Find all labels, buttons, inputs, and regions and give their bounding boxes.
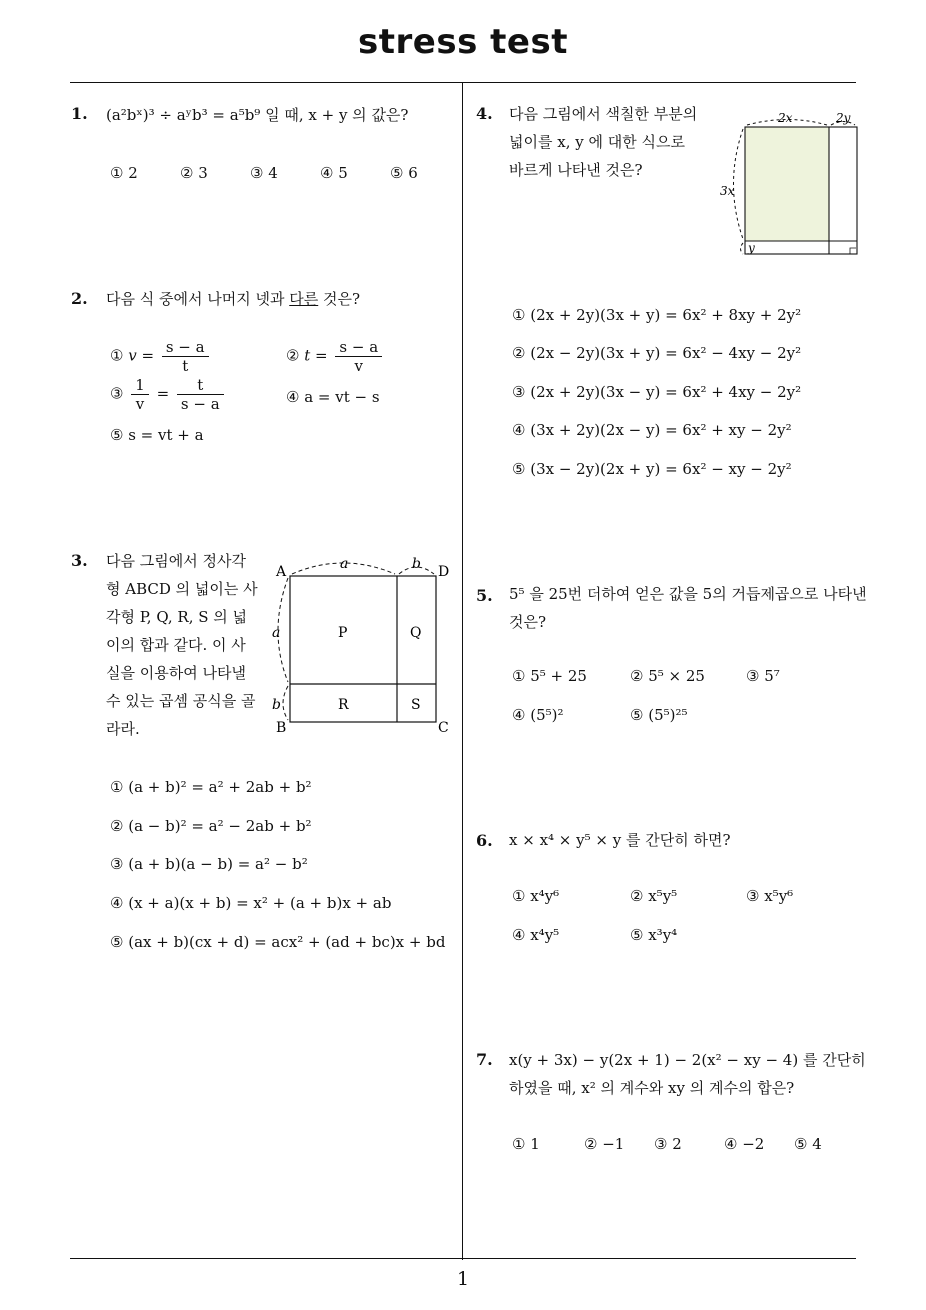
q2-option-2[interactable]: ② t = $\frac{s - a}{v}$ xyxy=(286,338,385,375)
q4-label-y: y xyxy=(748,241,755,255)
q1-option-2[interactable]: ② 3 xyxy=(180,164,208,182)
q3-label-C: C xyxy=(438,720,449,736)
q3-option-2[interactable]: ② (a − b)² = a² − 2ab + b² xyxy=(110,817,312,835)
footer-divider xyxy=(70,1258,856,1259)
page-number: 1 xyxy=(456,1268,470,1290)
column-divider xyxy=(462,83,463,1260)
q3-label-B: B xyxy=(276,720,287,736)
q2-text-underlined: 다른 xyxy=(289,290,319,308)
q5-option-2[interactable]: ② 5⁵ × 25 xyxy=(630,667,705,685)
q4-label-2x: 2x xyxy=(778,111,793,125)
q1-option-1[interactable]: ① 2 xyxy=(110,164,138,182)
q3-option-3[interactable]: ③ (a + b)(a − b) = a² − b² xyxy=(110,855,308,873)
question-1-text: (a²bˣ)³ ÷ aʸb³ = a⁵b⁹ 일 때, x + y 의 값은? xyxy=(106,106,409,124)
q4-label-2y: 2y xyxy=(836,111,851,125)
q4-label-3x: 3x xyxy=(720,184,735,198)
q5-option-5[interactable]: ⑤ (5⁵)²⁵ xyxy=(630,706,688,724)
q3-option-5[interactable]: ⑤ (ax + b)(cx + d) = acx² + (ad + bc)x + bd xyxy=(110,933,446,951)
q6-option-4[interactable]: ④ x⁴y⁵ xyxy=(512,926,560,944)
q3-option-1[interactable]: ① (a + b)² = a² + 2ab + b² xyxy=(110,778,312,796)
q5-option-4[interactable]: ④ (5⁵)² xyxy=(512,706,564,724)
question-2-number: 2. xyxy=(71,289,88,308)
question-6-text: x × x⁴ × y⁵ × y 를 간단히 하면? xyxy=(509,831,731,849)
q4-option-3[interactable]: ③ (2x + 2y)(3x − y) = 6x² + 4xy − 2y² xyxy=(512,383,802,401)
q7-option-4[interactable]: ④ −2 xyxy=(724,1135,765,1153)
question-7-text: x(y + 3x) − y(2x + 1) − 2(x² − xy − 4) 를 간단히 하였을 때, x² 의 계수와 xy 의 계수의 합은? xyxy=(509,1051,866,1097)
q4-option-4[interactable]: ④ (3x + 2y)(2x − y) = 6x² + xy − 2y² xyxy=(512,421,792,439)
q1-option-3[interactable]: ③ 4 xyxy=(250,164,278,182)
q5-option-3[interactable]: ③ 5⁷ xyxy=(746,667,780,685)
q5-option-1[interactable]: ① 5⁵ + 25 xyxy=(512,667,587,685)
q3-region-Q: Q xyxy=(410,625,422,641)
question-4-text: 다음 그림에서 색칠한 부분의 넓이를 x, y 에 대한 식으로 바르게 나타낸 것은? xyxy=(509,105,698,179)
question-2-text xyxy=(106,285,360,313)
question-4-number: 4. xyxy=(476,104,493,123)
q3-label-D: D xyxy=(438,564,450,580)
q3-region-S: S xyxy=(411,697,421,713)
question-5-number: 5. xyxy=(476,586,493,605)
question-3-text: 다음 그림에서 정사각 형 ABCD 의 넓이는 사 각형 P, Q, R, S 의 넓 이의 합과 같다. 이 사 실을 이용하여 나타낼 수 있는 곱셈 공식을 골 라라. xyxy=(106,552,258,738)
q2-text-pre: 다음 식 중에서 나머지 넷과 xyxy=(106,290,290,308)
q7-option-1[interactable]: ① 1 xyxy=(512,1135,540,1153)
q4-option-2[interactable]: ② (2x − 2y)(3x + y) = 6x² − 4xy − 2y² xyxy=(512,344,802,362)
q2-option-5[interactable]: ⑤ s = vt + a xyxy=(110,426,204,444)
q3-label-b-left: b xyxy=(272,697,281,713)
q7-option-3[interactable]: ③ 2 xyxy=(654,1135,682,1153)
q3-label-a-top: a xyxy=(340,556,349,572)
q3-label-a-left: a xyxy=(272,625,281,641)
question-7-number: 7. xyxy=(476,1050,493,1069)
q6-option-5[interactable]: ⑤ x³y⁴ xyxy=(630,926,678,944)
q3-region-P: P xyxy=(338,625,348,641)
q2-option-4[interactable]: ④ a = vt − s xyxy=(286,388,380,406)
q3-option-4[interactable]: ④ (x + a)(x + b) = x² + (a + b)x + ab xyxy=(110,894,392,912)
q3-label-A: A xyxy=(276,564,287,580)
q1-option-4[interactable]: ④ 5 xyxy=(320,164,348,182)
q6-option-1[interactable]: ① x⁴y⁶ xyxy=(512,887,560,905)
page-title: stress test xyxy=(358,22,568,62)
q6-option-3[interactable]: ③ x⁵y⁶ xyxy=(746,887,794,905)
q2-text-post: 것은? xyxy=(318,290,361,308)
question-6-number: 6. xyxy=(476,831,493,850)
q4-option-5[interactable]: ⑤ (3x − 2y)(2x + y) = 6x² − xy − 2y² xyxy=(512,460,792,478)
q7-option-2[interactable]: ② −1 xyxy=(584,1135,625,1153)
q3-label-b-top: b xyxy=(412,556,421,572)
header-divider xyxy=(70,82,856,83)
q1-option-5[interactable]: ⑤ 6 xyxy=(390,164,418,182)
q4-rectangle-figure xyxy=(716,106,866,262)
q2-option-1[interactable]: ① v = $\frac{s - a}{t}$ xyxy=(110,338,212,375)
q6-option-2[interactable]: ② x⁵y⁵ xyxy=(630,887,678,905)
q7-option-5[interactable]: ⑤ 4 xyxy=(794,1135,822,1153)
q3-square-figure xyxy=(268,552,458,742)
question-1-number: 1. xyxy=(71,104,88,123)
q3-region-R: R xyxy=(338,697,349,713)
q4-option-1[interactable]: ① (2x + 2y)(3x + y) = 6x² + 8xy + 2y² xyxy=(512,306,802,324)
q2-option-3[interactable]: ③ $\frac{1}{v}$ = $\frac{t}{s - a}$ xyxy=(110,376,227,413)
question-3-number: 3. xyxy=(71,551,88,570)
question-5-text: 5⁵ 을 25번 더하여 얻은 값을 5의 거듭제곱으로 나타낸 것은? xyxy=(509,585,867,631)
